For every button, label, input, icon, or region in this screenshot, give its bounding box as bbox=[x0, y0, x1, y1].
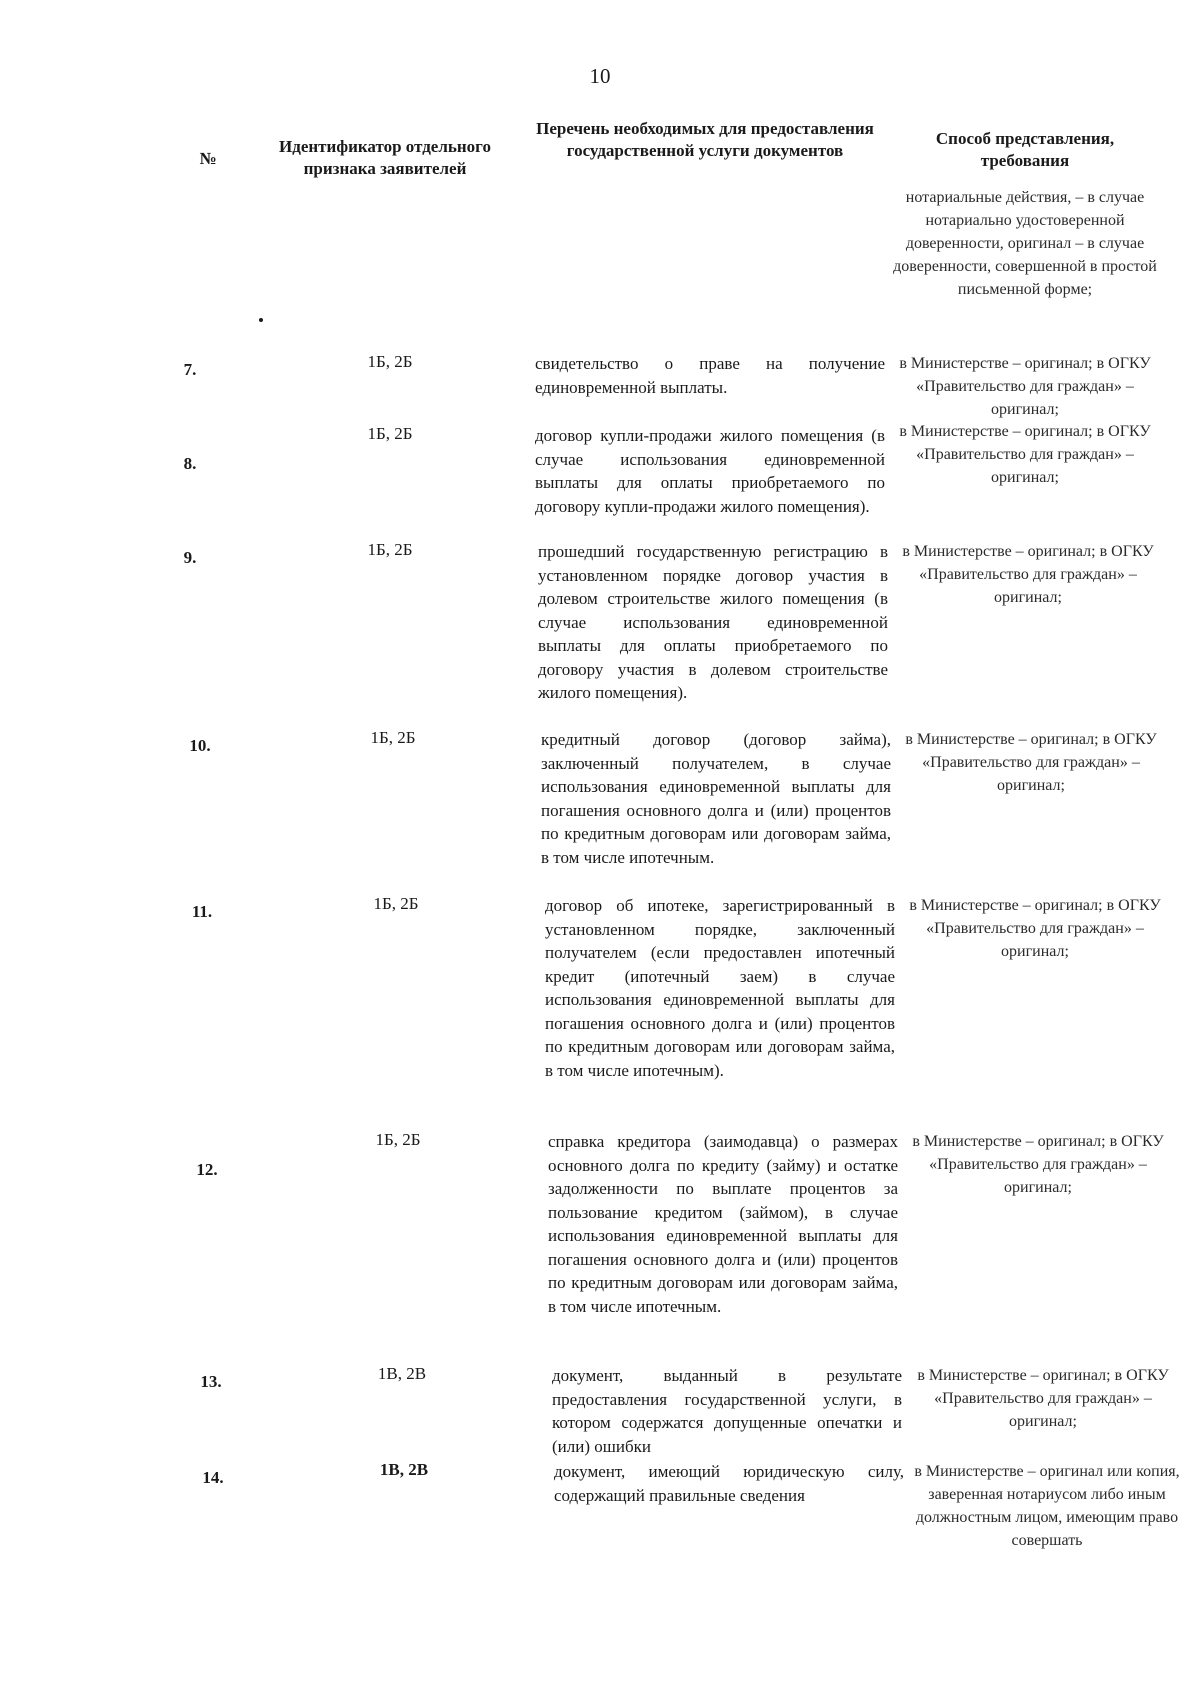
row-documents: договор об ипотеке, зарегистрированный в установленном порядке, заключенный получателем (если предоставлен ипотечный кредит (ипотечный заем) в случае использования единовременной выплаты для погашения основного долга и (или) процентов по кредитным договорам или договорам займа, в том числе ипотечным). bbox=[545, 896, 895, 1080]
row-identifier: 1Б, 2Б bbox=[373, 894, 419, 913]
row-number: 14. bbox=[202, 1468, 224, 1487]
row-identifier: 1Б, 2Б bbox=[375, 1130, 421, 1149]
row-method: в Министерстве – оригинал; в ОГКУ «Правительство для граждан» – оригинал; bbox=[912, 1133, 1164, 1196]
page-number: 10 bbox=[589, 64, 611, 88]
row-documents: кредитный договор (договор займа), заключенный получателем, в случае использования единовременной выплаты для погашения основного долга и (или) процентов по кредитным договорам или договорам займа, в том числе ипотечным. bbox=[541, 730, 891, 867]
header-documents: Перечень необходимых для предоставления государственной услуги документов bbox=[536, 119, 874, 160]
row-number: 11. bbox=[191, 902, 213, 921]
row-documents: документ, выданный в результате предоставления государственной услуги, в котором содержатся допущенные опечатки и (или) ошибки bbox=[552, 1366, 902, 1456]
header-number: № bbox=[199, 149, 217, 168]
header-method: Способ представления, требования bbox=[935, 129, 1115, 170]
row-documents: свидетельство о праве на получение единовременной выплаты. bbox=[535, 354, 885, 397]
stray-mark bbox=[259, 318, 263, 322]
row-method: в Министерстве – оригинал или копия, заверенная нотариусом либо иным должностным лицом, имеющим право совершать bbox=[914, 1463, 1180, 1549]
row-documents: прошедший государственную регистрацию в установленном порядке договор участия в долевом строительстве жилого помещения (в случае использования единовременной выплаты для оплаты приобретаемого по договору участия в долевом строительстве жилого помещения). bbox=[538, 542, 888, 702]
row-method: в Министерстве – оригинал; в ОГКУ «Правительство для граждан» – оригинал; bbox=[899, 355, 1151, 418]
row-method: в Министерстве – оригинал; в ОГКУ «Правительство для граждан» – оригинал; bbox=[905, 731, 1157, 794]
row-number: 9. bbox=[183, 548, 197, 567]
row-identifier: 1Б, 2Б bbox=[367, 540, 413, 559]
row-method: в Министерстве – оригинал; в ОГКУ «Правительство для граждан» – оригинал; bbox=[899, 423, 1151, 486]
row-number: 7. bbox=[183, 360, 197, 379]
row-method: в Министерстве – оригинал; в ОГКУ «Правительство для граждан» – оригинал; bbox=[917, 1367, 1169, 1430]
row-documents: справка кредитора (заимодавца) о размерах основного долга по кредиту (займу) и остатке задолженности по выплате процентов за пользование кредитом (займом), в случае использования единовременной выплаты для погашения основного долга и (или) процентов по кредитным договорам или договорам займа, в том числе ипотечным. bbox=[548, 1132, 898, 1316]
row-identifier: 1В, 2В bbox=[377, 1364, 427, 1383]
row-number: 13. bbox=[200, 1372, 222, 1391]
row-documents: документ, имеющий юридическую силу, содержащий правильные сведения bbox=[554, 1462, 904, 1505]
header-identifier: Идентификатор отдельного признака заявителей bbox=[279, 137, 491, 178]
row-identifier: 1Б, 2Б bbox=[367, 352, 413, 371]
row-number: 10. bbox=[189, 736, 211, 755]
row-number: 12. bbox=[196, 1160, 218, 1179]
row-identifier: 1В, 2В bbox=[379, 1460, 429, 1479]
row-identifier: 1Б, 2Б bbox=[367, 424, 413, 443]
row-method: в Министерстве – оригинал; в ОГКУ «Правительство для граждан» – оригинал; bbox=[909, 897, 1161, 960]
row-documents: договор купли-продажи жилого помещения (в случае использования единовременной выплаты для оплаты приобретаемого по договору купли-продажи жилого помещения). bbox=[535, 426, 885, 516]
row-identifier: 1Б, 2Б bbox=[370, 728, 416, 747]
row-number: 8. bbox=[183, 454, 197, 473]
continued-method-text: нотариальные действия, – в случае нотариально удостоверенной доверенности, оригинал – в случае доверенности, совершенной в простой письменной форме; bbox=[893, 189, 1157, 298]
row-method: в Министерстве – оригинал; в ОГКУ «Правительство для граждан» – оригинал; bbox=[902, 543, 1154, 606]
